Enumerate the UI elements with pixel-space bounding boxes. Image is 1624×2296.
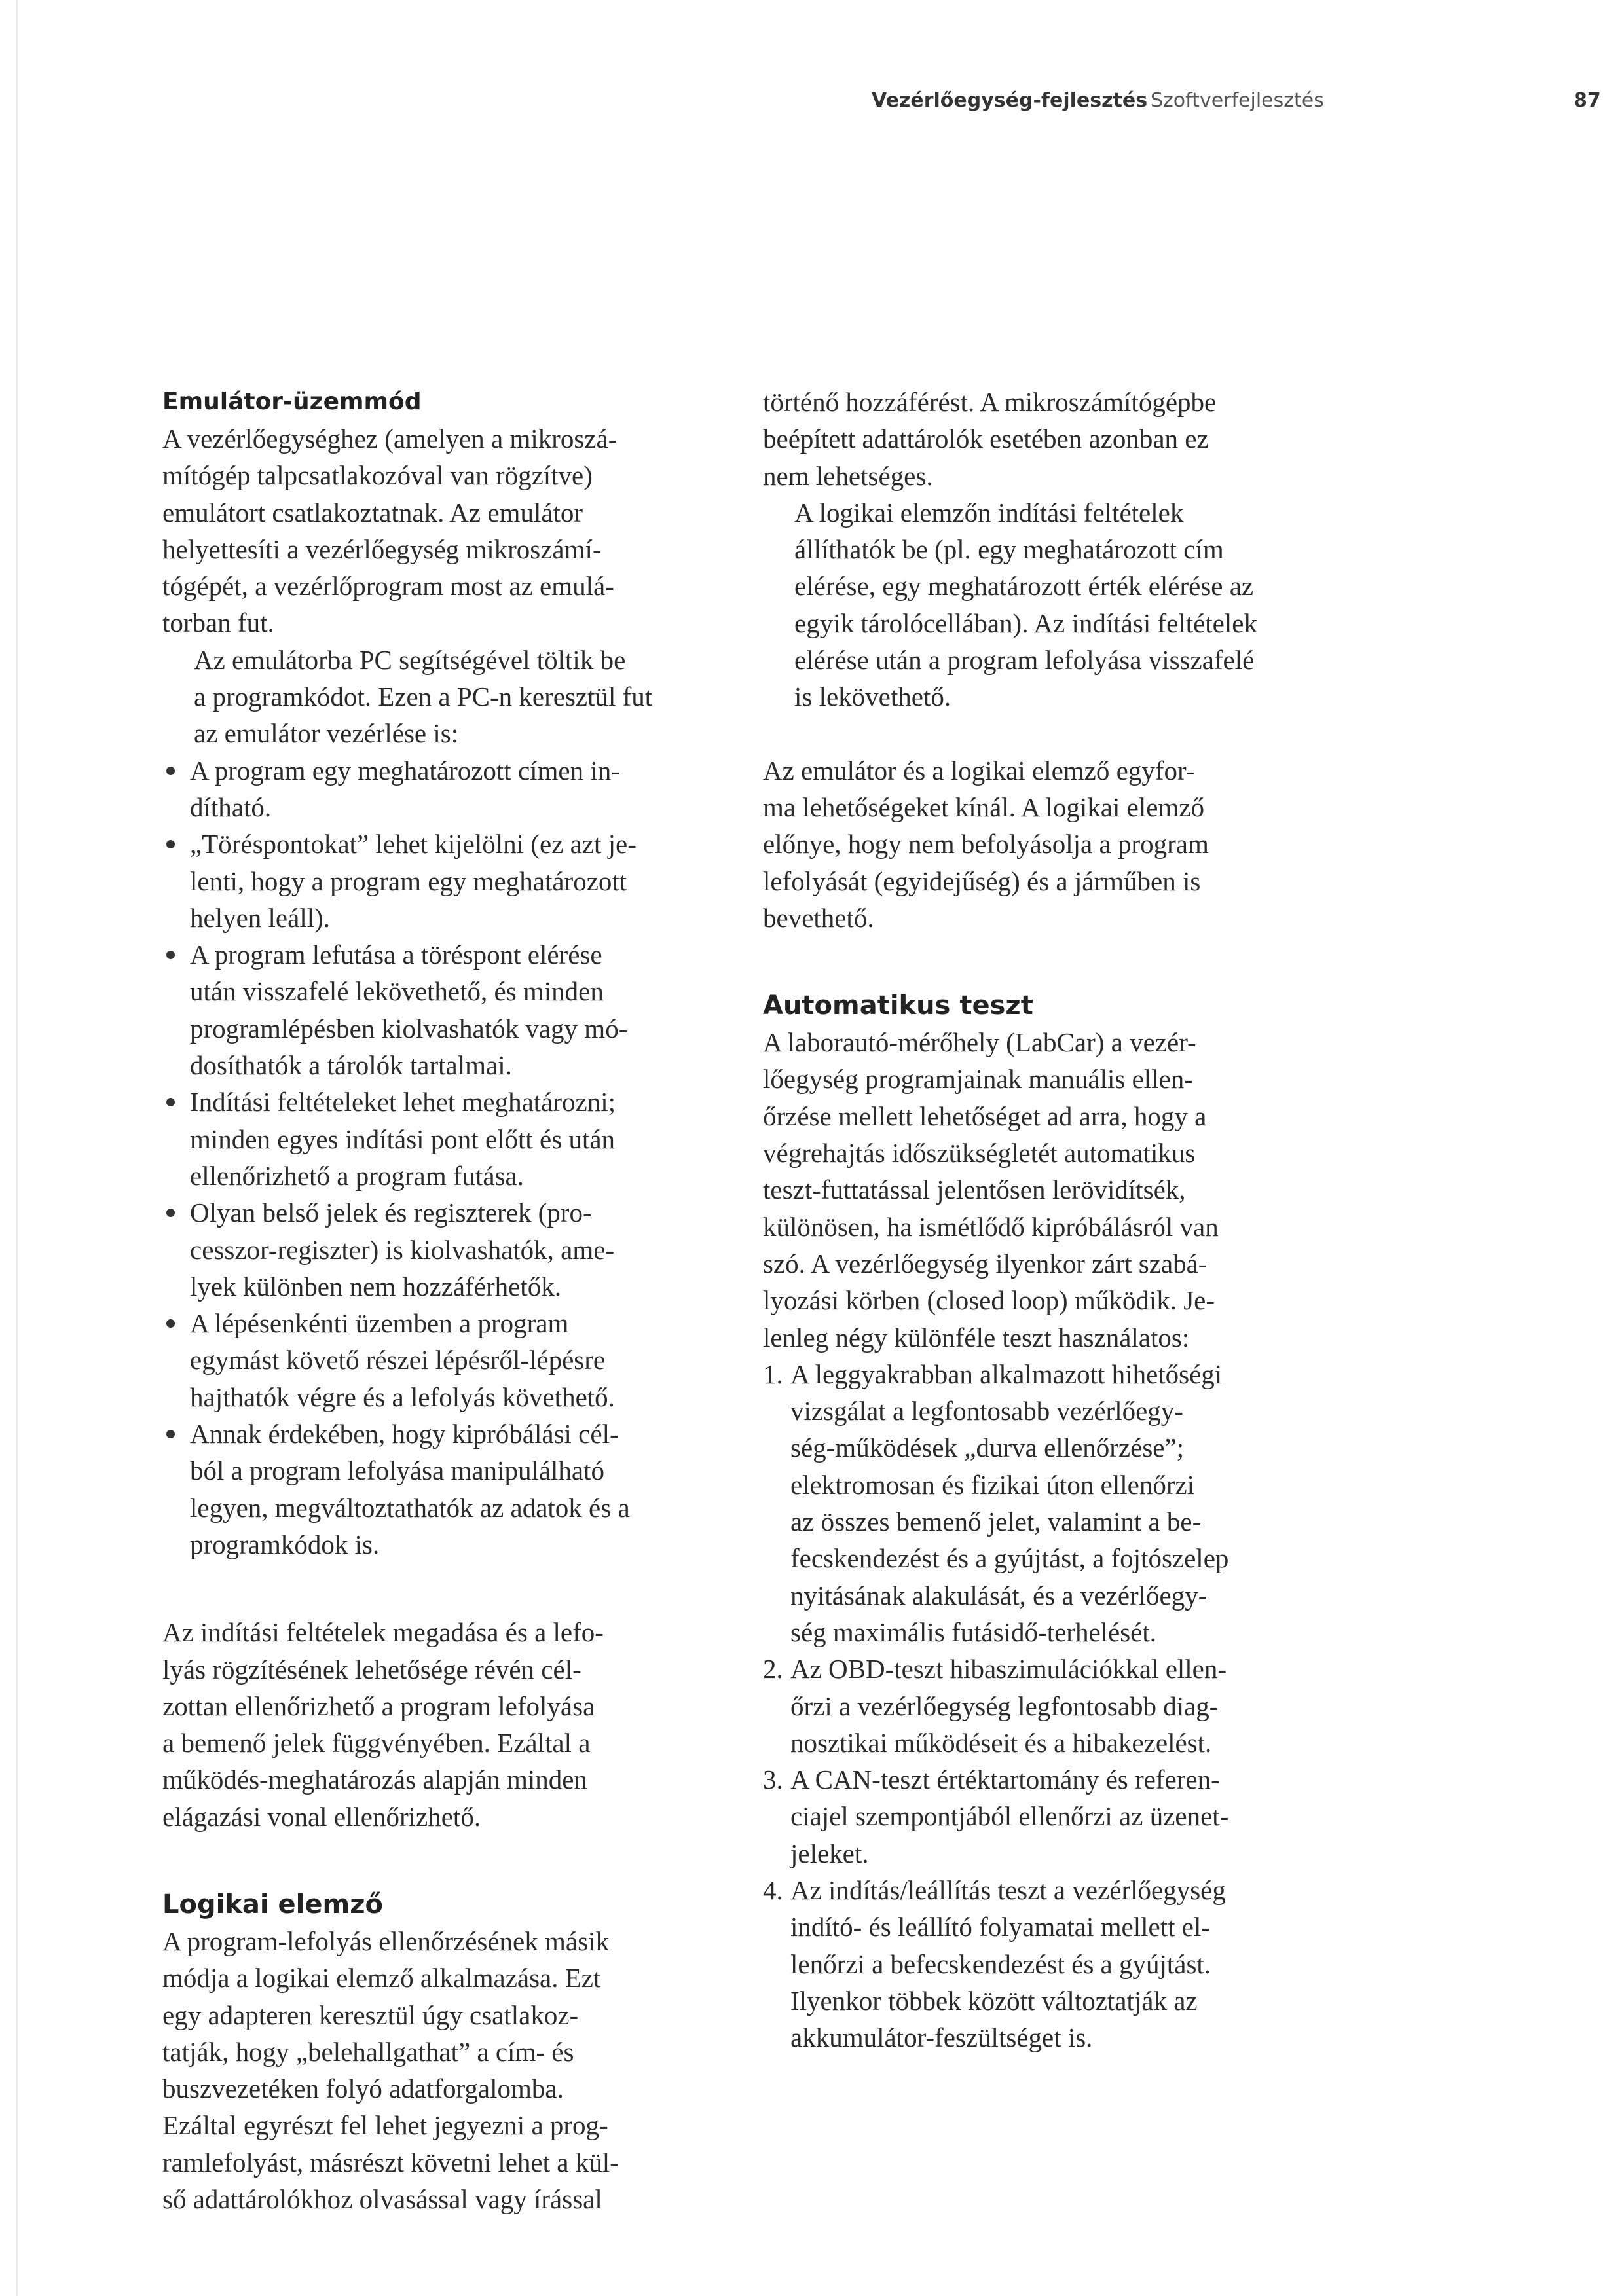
text-line: elérése, egy meghatározott érték elérése az <box>794 571 1254 602</box>
bullet-item <box>162 1084 739 1194</box>
text-line: „Töréspontokat” lehet kijelölni (ez azt je- <box>190 829 637 860</box>
emulator-paragraph-3 <box>162 1614 739 1835</box>
item-number: 3. <box>763 1764 783 1795</box>
text-line: lenőrzi a befecskendezést és a gyújtást. <box>790 1948 1211 1979</box>
text-line: akkumulátor-feszültséget is. <box>790 2022 1093 2053</box>
text-line: ramlefolyást, másrészt követni lehet a kül- <box>162 2147 619 2178</box>
text-line: egymást követő részei lépésről-lépésre <box>190 1345 606 1376</box>
text-line: A logikai elemzőn indítási feltételek <box>794 497 1184 528</box>
text-line: nosztikai működéseit és a hibakezelést. <box>790 1727 1212 1758</box>
bullet-item <box>162 1194 739 1305</box>
text-line: őrzi a vezérlőegység legfontosabb diag- <box>790 1690 1219 1721</box>
right-column <box>763 384 1339 2056</box>
text-line: A program-lefolyás ellenőrzésének másik <box>162 1925 609 1956</box>
text-line: Az indítás/leállítás teszt a vezérlőegység <box>790 1874 1226 1905</box>
text-line: Ilyenkor többek között változtatják az <box>790 1985 1198 2016</box>
text-line: lenti, hogy a program egy meghatározott <box>190 866 627 896</box>
text-line: indító- és leállító folyamatai mellett el- <box>790 1912 1210 1942</box>
text-line: A CAN-teszt értéktartomány és referen- <box>790 1764 1220 1795</box>
text-line: Olyan belső jelek és regiszterek (pro- <box>190 1197 592 1228</box>
heading-automatic-test: Automatikus teszt <box>763 991 1033 1021</box>
text-line: A program egy meghatározott címen in- <box>190 755 620 786</box>
text-line: nem lehetséges. <box>763 460 933 491</box>
running-header <box>0 82 1624 122</box>
text-line: dítható. <box>190 792 272 822</box>
text-line: ső adattárolókhoz olvasással vagy írással <box>162 2184 602 2215</box>
bullet-dot-icon <box>166 767 175 775</box>
logic-paragraph-2 <box>763 494 1339 716</box>
text-line: minden egyes indítási pont előtt és után <box>190 1123 616 1154</box>
text-line: helyen leáll). <box>190 902 331 933</box>
text-line: A lépésenkénti üzemben a program <box>190 1308 569 1339</box>
text-line: jeleket. <box>790 1838 869 1868</box>
text-line: tógépét, a vezérlőprogram most az emulá- <box>162 571 614 602</box>
emulator-paragraph-2 <box>162 642 739 752</box>
text-line: lyozási körben (closed loop) működik. Je- <box>763 1285 1215 1316</box>
section-title: Szoftverfejlesztés <box>1151 89 1324 112</box>
item-number: 4. <box>763 1874 783 1905</box>
text-line: programlépésben kiolvashatók vagy mó- <box>190 1013 628 1044</box>
text-line: nyitásának alakulását, és a vezérlőegy- <box>790 1580 1208 1611</box>
text-line: emulátort csatlakoztatnak. Az emulátor <box>162 497 583 528</box>
text-line: zottan ellenőrizhető a program lefolyása <box>162 1690 595 1721</box>
bullet-dot-icon <box>166 1319 175 1328</box>
text-line: legyen, megváltoztathatók az adatok és a <box>190 1492 630 1523</box>
text-line: fecskendezést és a gyújtást, a fojtószelep <box>790 1543 1229 1574</box>
item-number: 1. <box>763 1358 783 1389</box>
item-number: 2. <box>763 1654 783 1685</box>
text-line: elérése után a program lefolyása visszafelé <box>794 645 1255 676</box>
numbered-item <box>763 1356 1339 1650</box>
emulator-feature-list <box>162 752 739 1563</box>
bullet-item <box>162 1415 739 1563</box>
heading-emulator: Emulátor-üzemmód <box>162 388 422 415</box>
text-line: előnye, hogy nem befolyásolja a program <box>763 829 1209 860</box>
auto-test-list <box>763 1356 1339 2056</box>
comparison-paragraph <box>763 752 1339 936</box>
page-binding-edge <box>16 0 18 2296</box>
text-line: programkódok is. <box>190 1529 380 1559</box>
bullet-dot-icon <box>166 1098 175 1106</box>
text-line: mítógép talpcsatlakozóval van rögzítve) <box>162 460 593 491</box>
text-line: lenleg négy különféle teszt használatos: <box>763 1322 1190 1353</box>
text-line: az emulátor vezérlése is: <box>194 718 459 749</box>
text-line: ség-működések „durva ellenőrzése”; <box>790 1432 1185 1463</box>
text-line: beépített adattárolók esetében azonban ez <box>763 424 1209 454</box>
text-line: módja a logikai elemző alkalmazása. Ezt <box>162 1963 601 1994</box>
text-line: bevethető. <box>763 902 874 933</box>
bullet-item <box>162 1305 739 1415</box>
page-number: 87 <box>1574 89 1601 112</box>
bullet-dot-icon <box>166 1430 175 1438</box>
bullet-item <box>162 826 739 936</box>
text-line: különösen, ha ismétlődő kipróbálásról van <box>763 1211 1219 1242</box>
text-line: ma lehetőségeket kínál. A logikai elemző <box>763 792 1205 822</box>
auto-test-paragraph-1 <box>763 1024 1339 1356</box>
bullet-item <box>162 936 739 1084</box>
text-line: elektromosan és fizikai úton ellenőrzi <box>790 1469 1195 1500</box>
text-line: torban fut. <box>162 608 274 638</box>
text-line: lyek különben nem hozzáférhetők. <box>190 1271 561 1302</box>
logic-paragraph-continued <box>763 384 1339 494</box>
logic-paragraph-1 <box>162 1923 739 2217</box>
text-line: Ezáltal egyrészt fel lehet jegyezni a prog- <box>162 2110 608 2141</box>
text-line: lefolyását (egyidejűség) és a járműben is <box>763 866 1201 896</box>
bullet-item <box>162 752 739 826</box>
text-line: elágazási vonal ellenőrizhető. <box>162 1801 481 1832</box>
text-line: egy adapteren keresztül úgy csatlakoz- <box>162 1999 579 2030</box>
text-line: Az emulátorba PC segítségével töltik be <box>194 644 626 675</box>
text-line: helyettesíti a vezérlőegység mikroszámí- <box>162 534 602 564</box>
chapter-title: Vezérlőegység-fejlesztés <box>872 89 1148 112</box>
text-line: hajthatók végre és a lefolyás követhető. <box>190 1381 615 1412</box>
text-line: vizsgálat a legfontosabb vezérlőegy- <box>790 1396 1183 1427</box>
text-line: szó. A vezérlőegység ilyenkor zárt szabá- <box>763 1248 1208 1279</box>
bullet-dot-icon <box>166 840 175 848</box>
text-line: A laborautó-mérőhely (LabCar) a vezér- <box>763 1027 1196 1058</box>
text-line: ellenőrizhető a program futása. <box>190 1160 524 1191</box>
text-line: lőegység programjainak manuális ellen- <box>763 1064 1193 1095</box>
text-line: állíthatók be (pl. egy meghatározott cím <box>794 534 1224 565</box>
text-line: A leggyakrabban alkalmazott hihetőségi <box>790 1358 1223 1389</box>
text-line: tatják, hogy „belehallgathat” a cím- és <box>162 2036 574 2067</box>
text-line: is lekövethető. <box>794 682 951 712</box>
heading-logic-analyzer: Logikai elemző <box>162 1889 383 1920</box>
emulator-paragraph-1 <box>162 420 739 642</box>
bullet-dot-icon <box>166 951 175 959</box>
numbered-item <box>763 1650 1339 1761</box>
text-line: buszvezetéken folyó adatforgalomba. <box>162 2073 564 2104</box>
left-column <box>162 384 739 2217</box>
text-line: Annak érdekében, hogy kipróbálási cél- <box>190 1419 619 1449</box>
text-line: cesszor-regiszter) is kiolvashatók, ame- <box>190 1234 615 1265</box>
text-line: teszt-futtatással jelentősen lerövidítsék, <box>763 1175 1186 1205</box>
numbered-item <box>763 1872 1339 2056</box>
text-line: A vezérlőegységhez (amelyen a mikroszá- <box>162 424 618 454</box>
text-line: dosíthatók a tárolók tartalmai. <box>190 1050 512 1081</box>
text-line: Indítási feltételeket lehet meghatározni; <box>190 1087 616 1118</box>
text-line: ség maximális futásidő-terhelését. <box>790 1616 1157 1647</box>
text-line: a bemenő jelek függvényében. Ezáltal a <box>162 1728 591 1758</box>
text-line: után visszafelé lekövethető, és minden <box>190 976 604 1007</box>
text-line: ból a program lefolyása manipulálható <box>190 1455 605 1486</box>
text-line: az összes bemenő jelet, valamint a be- <box>790 1506 1202 1537</box>
text-line: működés-meghatározás alapján minden <box>162 1764 587 1795</box>
numbered-item <box>763 1761 1339 1872</box>
text-line: őrzése mellett lehetőséget ad arra, hogy a <box>763 1101 1207 1131</box>
text-line: történő hozzáférést. A mikroszámítógépbe <box>763 387 1217 417</box>
text-line: lyás rögzítésének lehetősége révén cél- <box>162 1654 581 1685</box>
text-line: egyik tárolócellában). Az indítási feltételek <box>794 608 1257 638</box>
bullet-dot-icon <box>166 1209 175 1217</box>
text-line: ciajel szempontjából ellenőrzi az üzenet- <box>790 1801 1229 1832</box>
text-line: Az indítási feltételek megadása és a lefo- <box>162 1617 604 1648</box>
text-line: Az OBD-teszt hibaszimulációkkal ellen- <box>790 1654 1227 1685</box>
text-line: a programkódot. Ezen a PC-n keresztül fut <box>194 682 653 712</box>
text-line: végrehajtás időszükségletét automatikus <box>763 1138 1196 1169</box>
text-line: A program lefutása a töréspont elérése <box>190 939 602 970</box>
text-line: Az emulátor és a logikai elemző egyfor- <box>763 755 1195 786</box>
